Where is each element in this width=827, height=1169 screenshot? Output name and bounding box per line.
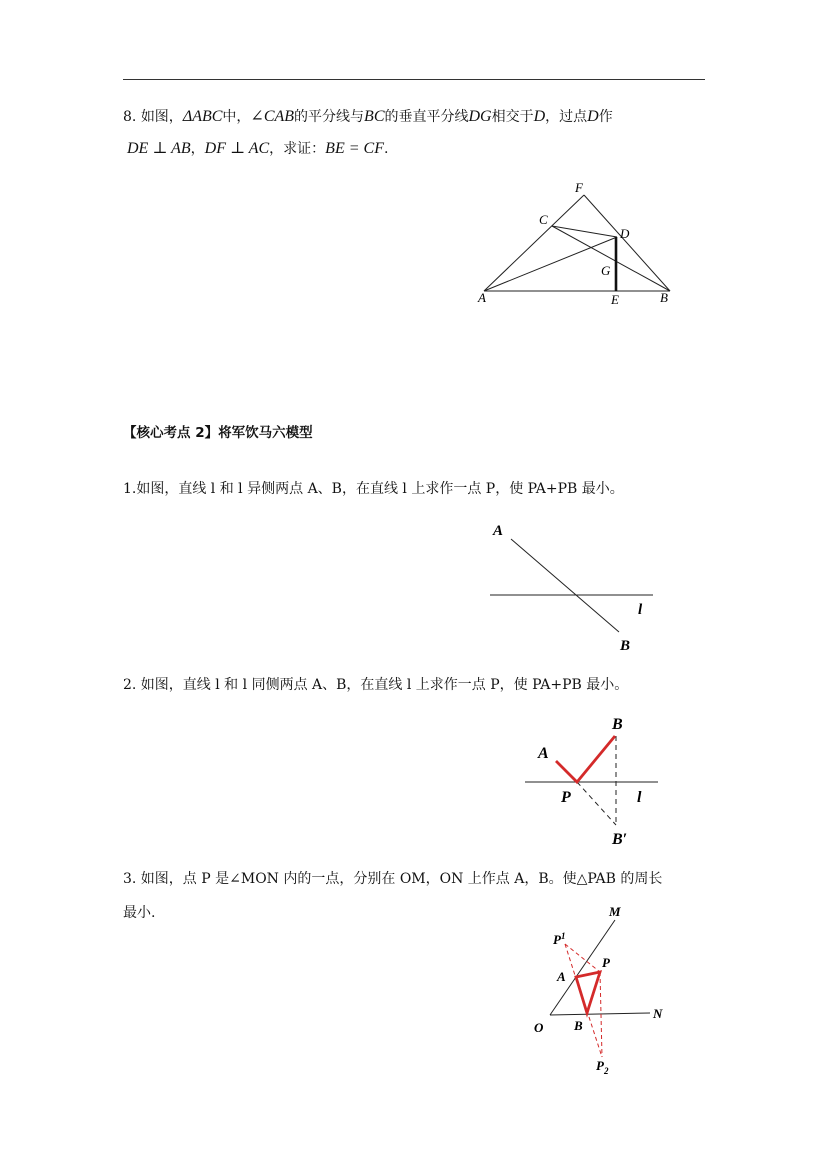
section-heading: 【核心考点 2】将军饮马六模型 <box>123 425 313 441</box>
label-b: B <box>660 290 668 305</box>
label-a: A <box>557 969 566 984</box>
triangle-pab <box>576 972 600 1013</box>
question-2-text: 2. 如图，直线 l 和 l 同侧两点 A、B，在直线 l 上求作一点 P，使 PA+PB 最小。 <box>123 677 629 693</box>
label-f: F <box>575 180 583 195</box>
label-p: P <box>602 955 610 970</box>
dashed-p-to-p2 <box>600 972 602 1057</box>
label-p2: $P_2$ <box>596 1058 609 1076</box>
problem-number: 8. <box>123 109 137 125</box>
label-b: B <box>612 716 623 733</box>
label-b: B <box>620 638 631 654</box>
problem-8-line-2: DE ⊥ AB，DF ⊥ AC，求证：BE = CF. <box>127 140 389 157</box>
label-a: A <box>493 523 504 539</box>
label-p: P <box>561 789 571 806</box>
label-o: O <box>534 1020 544 1035</box>
question-3-line-2: 最小. <box>123 905 156 921</box>
question-3-line-1: 3. 如图，点 P 是∠MON 内的一点，分别在 OM，ON 上作点 A，B。使△PAB 的周长 <box>123 871 663 887</box>
question-1-text: 1.如图，直线 l 和 l 异侧两点 A、B，在直线 l 上求作一点 P，使 PA+PB 最小。 <box>123 481 624 497</box>
label-b-prime: B′ <box>612 831 628 848</box>
label-d: D <box>620 226 630 241</box>
ray-on <box>550 1013 650 1015</box>
label-l: l <box>638 602 643 618</box>
label-b: B <box>574 1018 583 1033</box>
label-m: M <box>609 904 621 919</box>
label-e: E <box>611 292 619 307</box>
label-a: A <box>538 745 549 762</box>
label-g: G <box>601 263 611 278</box>
label-c: C <box>539 212 548 227</box>
label-p1: $P^1$ <box>553 931 566 947</box>
label-a: A <box>478 290 486 305</box>
label-n: N <box>653 1006 663 1021</box>
problem-8-line-1: 8. 如图，ΔABC中，∠CAB的平分线与BC的垂直平分线DG相交于D，过点D作 <box>123 108 613 125</box>
label-l: l <box>637 789 642 806</box>
